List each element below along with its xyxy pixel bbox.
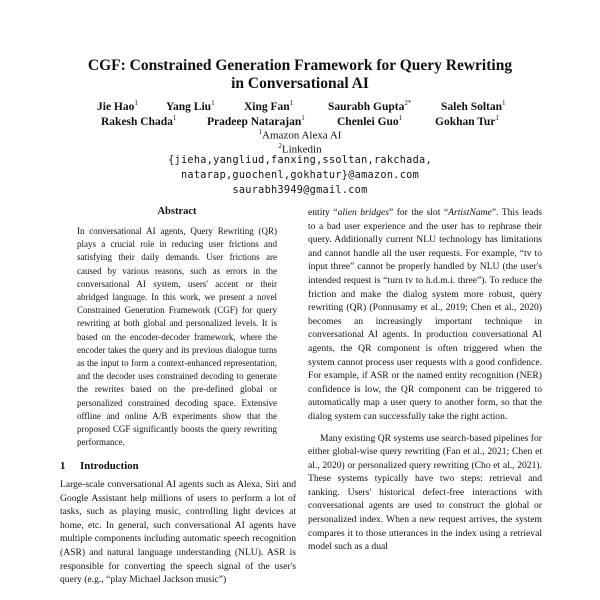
affiliation-linkedin: $^2$Linkedin <box>278 142 322 156</box>
title-line-2: in Conversational AI <box>231 75 369 92</box>
abstract-heading: Abstract <box>157 206 197 217</box>
right-paragraph-2: Many existing QR systems use search-based pipelines for either global-wise query rewriting (Fan et al., 2021; Chen et al., 2020) or personalized query rewriting (Cho et al., 2021). These systems typically have two steps: retrieval and ranking. Users' historical defect-free interactions with conversational agents are used to construct the global or personalized index. When a new request arrives, the system compares it to those utterances in the index using a retrieval model such as a dual <box>308 432 542 553</box>
section-heading-introduction <box>60 460 139 472</box>
author: Xing Fan$^1$ <box>244 99 294 113</box>
email-line-2: natarap,guochenl,gokhatur}@amazon.com <box>180 170 420 181</box>
introduction-text: Large-scale conversational AI agents such as Alexa, Siri and Google Assistant help millions of users to perform a lot of tasks, such as playing music, controlling light devices at home, etc. In general, such conversational AI agents have multiple components including automatic speech recognition (ASR) and natural language understanding (NLU). ASR is responsible for converting the speech signal of the user's query (e.g., “play Michael Jackson music”) <box>60 479 296 586</box>
affiliation-amazon: $^1$Amazon Alexa AI <box>258 128 342 142</box>
section-title: Introduction <box>80 460 139 472</box>
author: Gokhan Tur$^1$ <box>435 114 499 128</box>
right-column <box>308 206 542 554</box>
abstract-text: In conversational AI agents, Query Rewriting (QR) plays a crucial role in reducing user frictions and satisfying their daily demands. User frictions are caused by various reasons, such as errors in the conversational AI system, users' accent or their abridged language. In this work, we present a novel Constrained Generation Framework (CGF) for query rewriting at both global and personalized levels. It is based on the encoder-decoder framework, where the encoder takes the query and its previous dialogue turns as the input to form a context-enhanced representation, and the decoder uses constrained decoding to generate the rewrites based on the pre-defined global or personalized constrained decoding space. Extensive offline and online A/B experiments show that the proposed CGF significantly boosts the query rewriting performance. <box>77 226 277 448</box>
author: Jie Hao$^1$ <box>97 99 138 113</box>
author: Chenlei Guo$^1$ <box>337 114 403 128</box>
paper-title <box>0 57 600 93</box>
right-paragraph-1: entity “alien bridges” for the slot “ArtistName”. This leads to a bad user experience and the user has to rephrase their query. Additionally current NLU technology has limitations and cannot handle all the user requests. For example, “tv to input three” cannot be properly handled by NLU (the user's intended request is “turn tv to h.d.m.i. three”). To reduce the friction and make the dialog system more robust, query rewriting (QR) (Ponnusamy et al., 2019; Chen et al., 2020) becomes an increasingly important technique in conversational AI agents. In production conversational AI agents, the QR component is often triggered when the system cannot process user requests with a good confidence. For example, if ASR or the named entity recognition (NER) confidence is low, the QR component can be triggered to automatically map a user query to another form, so that the dialog system can successfully take the right action. <box>308 207 542 422</box>
email-line-3: saurabh3949@gmail.com <box>232 185 368 196</box>
author: Pradeep Natarajan$^1$ <box>207 114 305 128</box>
author: Yang Liu$^1$ <box>166 99 215 113</box>
author: Saurabh Gupta$^{2*}$ <box>328 99 412 113</box>
section-number: 1 <box>60 460 66 472</box>
author: Saleh Soltan$^1$ <box>441 99 506 113</box>
author: Rakesh Chada$^1$ <box>101 114 177 128</box>
email-line-1: {jieha,yangliud,fanxing,ssoltan,rakchada, <box>168 155 432 166</box>
title-line-1: CGF: Constrained Generation Framework for Query Rewriting <box>87 57 513 74</box>
